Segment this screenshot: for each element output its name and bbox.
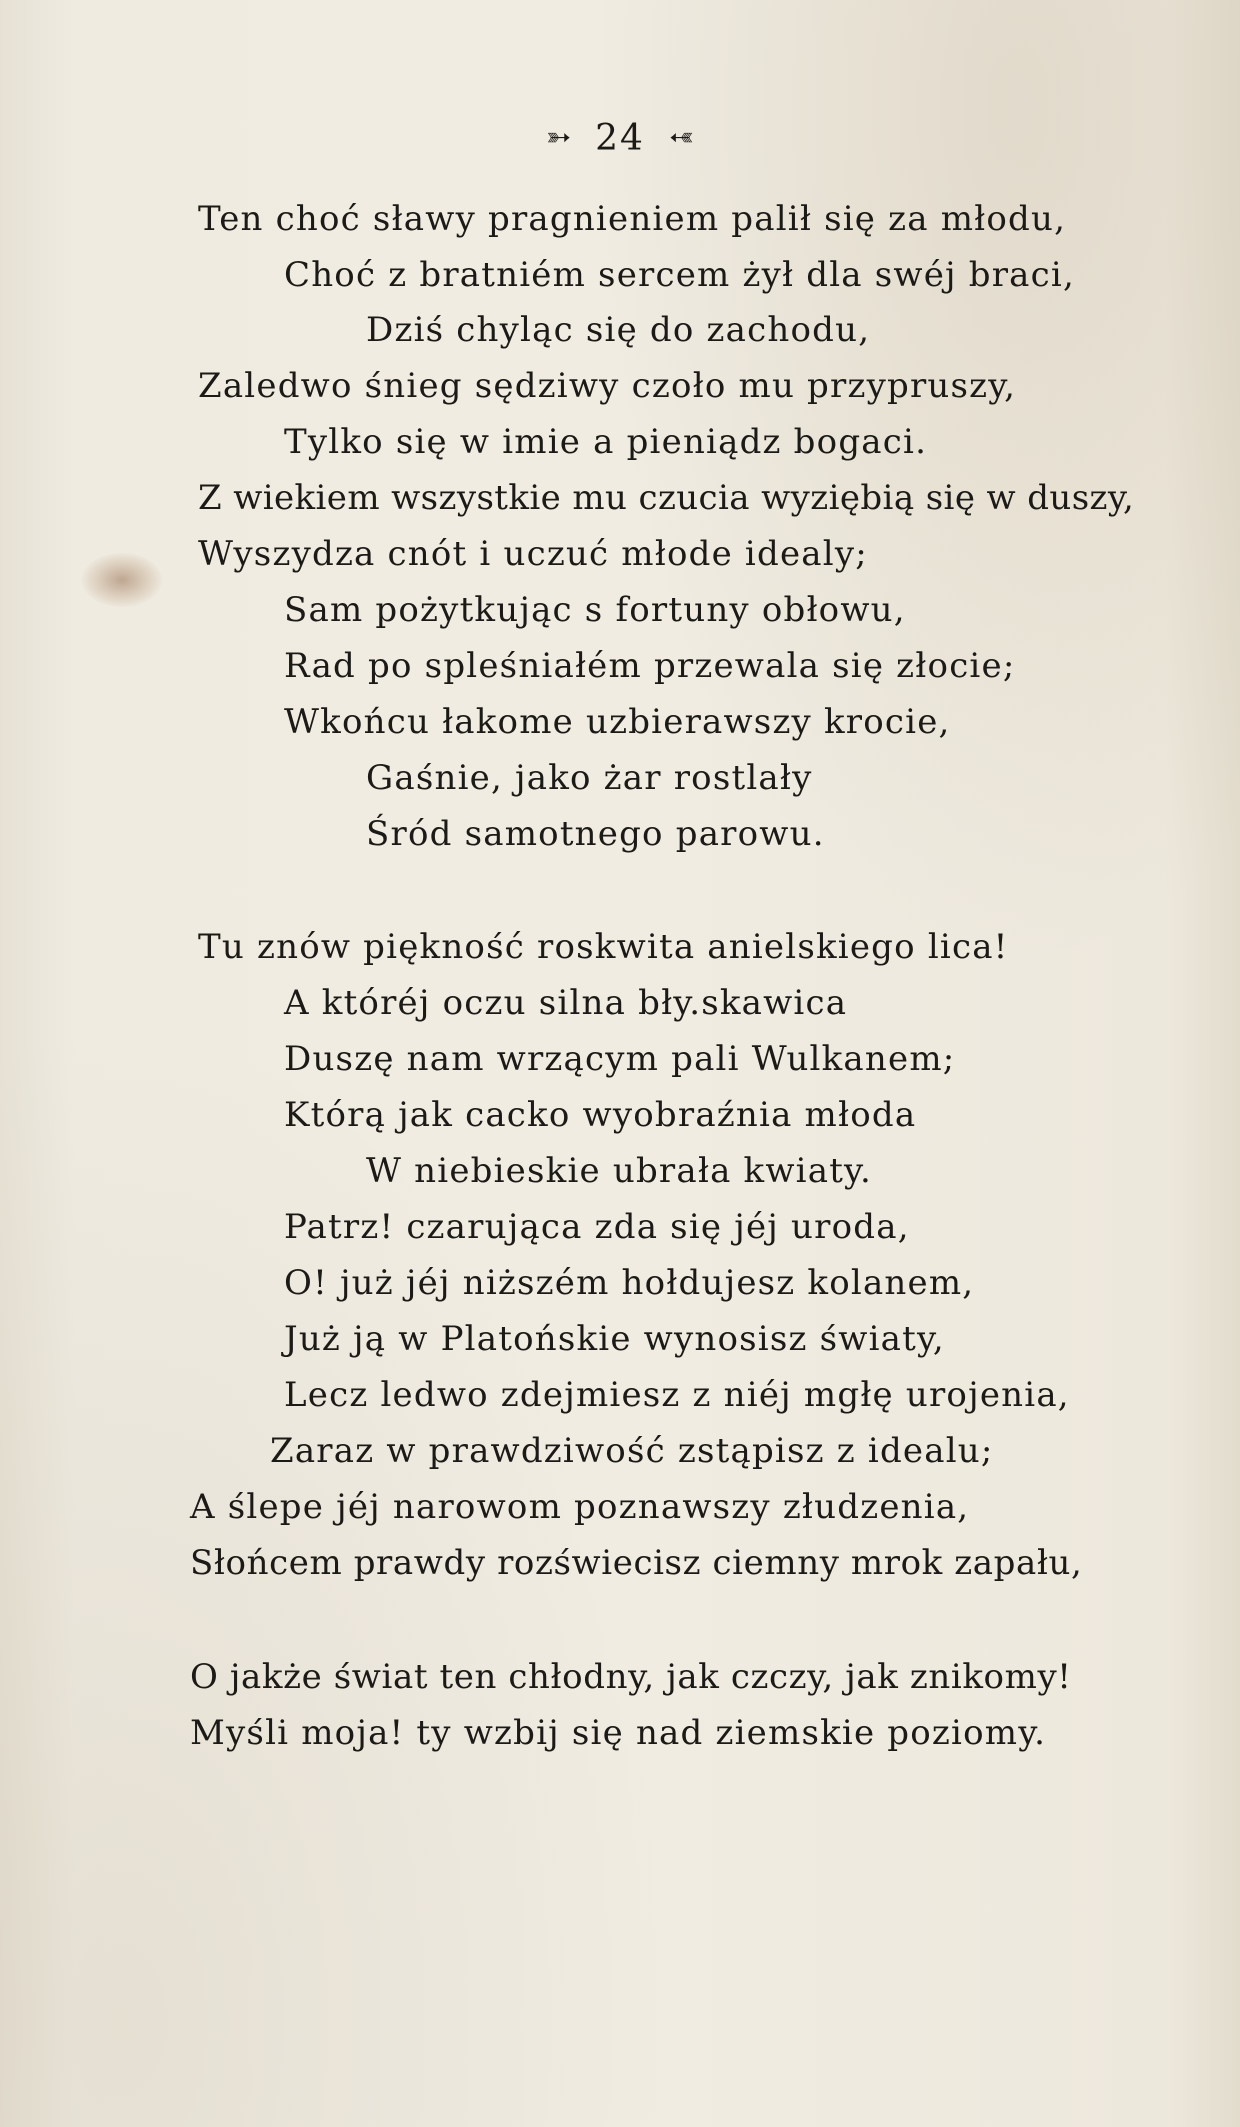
poem-line: O jakże świat ten chłodny, jak czczy, jak znikomy! (190, 1657, 1072, 1697)
poem-line: Ten choć sławy pragnieniem palił się za młodu, (198, 199, 1067, 239)
poem-line: A ślepe jéj narowom poznawszy złudzenia, (190, 1487, 970, 1527)
poem-line: Rad po spleśniałém przewala się złocie; (284, 646, 1016, 686)
poem-line: Patrz! czarująca zda się jéj uroda, (284, 1207, 910, 1247)
poem-line: O! już jéj niższém hołdujesz kolanem, (284, 1263, 975, 1303)
poem-line: Gaśnie, jako żar rostlały (366, 758, 813, 798)
poem-line: Lecz ledwo zdejmiesz z niéj mgłę urojenia, (284, 1375, 1070, 1415)
poem-line: Wyszydza cnót i uczuć młode idealy; (198, 534, 868, 574)
poem-line: Śród samotnego parowu. (366, 814, 825, 854)
poem-line: Już ją w Platońskie wynosisz światy, (284, 1319, 945, 1359)
page-number-value: 24 (595, 118, 645, 159)
ornament-left-icon: ➳ (545, 120, 574, 155)
poem-line: Z wiekiem wszystkie mu czucia wyziębią się w duszy, (198, 478, 1135, 518)
poem-line: Duszę nam wrzącym pali Wulkanem; (284, 1039, 956, 1079)
poem-line: Tylko się w imie a pieniądz bogaci. (284, 422, 928, 462)
page-number (0, 118, 1240, 159)
ink-stain (82, 553, 162, 607)
poem-line: Sam pożytkując s fortuny obłowu, (284, 590, 906, 630)
ornament-right-icon: ➳ (666, 120, 695, 155)
poem-line: Zaraz w prawdziwość zstąpisz z idealu; (270, 1431, 994, 1471)
poem-line: Którą jak cacko wyobraźnia młoda (284, 1095, 917, 1135)
poem-line: Słońcem prawdy rozświecisz ciemny mrok zapału, (190, 1543, 1083, 1583)
poem-line: Myśli moja! ty wzbij się nad ziemskie poziomy. (190, 1713, 1047, 1753)
poem-line: Wkońcu łakome uzbierawszy krocie, (284, 702, 951, 742)
poem-line: W niebieskie ubrała kwiaty. (366, 1151, 872, 1191)
poem-line: Tu znów piękność roskwita anielskiego lica! (198, 927, 1009, 967)
poem-line: Zaledwo śnieg sędziwy czoło mu przypruszy, (198, 366, 1017, 406)
poem-line: A któréj oczu silna bły.skawica (284, 983, 848, 1023)
poem-line: Choć z bratniém sercem żył dla swéj braci, (284, 255, 1075, 295)
poem-line: Dziś chyląc się do zachodu, (366, 310, 871, 350)
